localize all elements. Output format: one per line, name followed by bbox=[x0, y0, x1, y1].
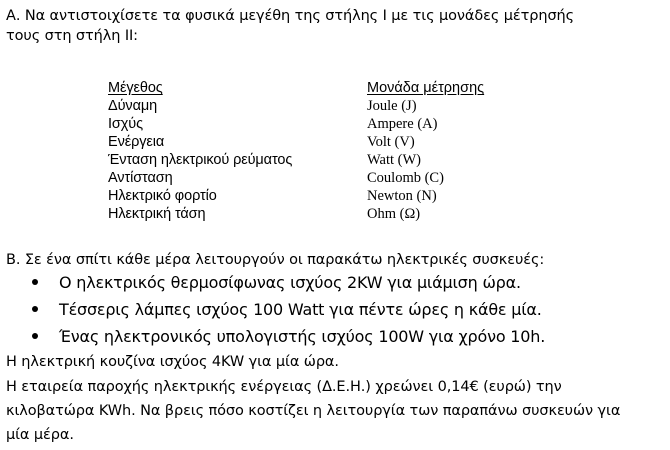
cost-line-3: μία μέρα. bbox=[6, 427, 74, 443]
unit-item: Coulomb (C) bbox=[367, 170, 444, 186]
bullet-item bbox=[30, 324, 545, 350]
quantity-item: Ηλεκτρική τάση bbox=[108, 206, 206, 222]
unit-item: Newton (N) bbox=[367, 188, 437, 204]
part-b-intro: Β. Σε ένα σπίτι κάθε μέρα λειτουργούν οι παρακάτω ηλεκτρικές συσκευές: bbox=[6, 252, 545, 268]
unit-item: Ohm (Ω) bbox=[367, 206, 421, 222]
stove-line: Η ηλεκτρική κουζίνα ισχύος 4KW για μία ώρα. bbox=[6, 354, 339, 370]
cost-line-2: κιλοβατώρα KWh. Να βρεις πόσο κοστίζει η λειτουργία των παραπάνω συσκευών για bbox=[6, 403, 621, 419]
bullet-text: Ο ηλεκτρικός θερμοσίφωνας ισχύος 2KW για μιάμιση ώρα. bbox=[59, 273, 521, 292]
bullet-text: Ένας ηλεκτρονικός υπολογιστής ισχύος 100W για χρόνο 10h. bbox=[59, 327, 546, 346]
quantities-column bbox=[108, 79, 292, 223]
bullet-icon bbox=[32, 333, 38, 339]
cost-line-1: Η εταιρεία παροχής ηλεκτρικής ενέργειας (Δ.Ε.Η.) χρεώνει 0,14€ (ευρώ) την bbox=[6, 379, 562, 395]
quantity-item: Δύναμη bbox=[108, 98, 158, 114]
unit-item: Joule (J) bbox=[367, 98, 417, 114]
bullet-item bbox=[30, 270, 521, 296]
bullet-item bbox=[30, 297, 542, 323]
quantity-item: Ενέργεια bbox=[108, 134, 165, 150]
bullet-icon bbox=[32, 279, 38, 285]
bullet-icon bbox=[32, 306, 38, 312]
units-column bbox=[367, 79, 484, 223]
quantity-item: Ηλεκτρικό φορτίο bbox=[108, 188, 217, 204]
part-a-instruction-line2: τους στη στήλη ΙΙ: bbox=[6, 28, 138, 44]
quantities-header: Μέγεθος bbox=[108, 80, 163, 96]
unit-item: Watt (W) bbox=[367, 152, 421, 168]
unit-item: Ampere (A) bbox=[367, 116, 438, 132]
units-header: Μονάδα μέτρησης bbox=[367, 80, 485, 96]
quantity-item: Ισχύς bbox=[108, 116, 144, 132]
matching-table bbox=[108, 79, 508, 229]
part-a-instruction-line1: Α. Να αντιστοιχίσετε τα φυσικά μεγέθη της στήλης Ι με τις μονάδες μέτρησής bbox=[6, 8, 575, 24]
quantity-item: Ένταση ηλεκτρικού ρεύματος bbox=[108, 152, 293, 168]
quantity-item: Αντίσταση bbox=[108, 170, 173, 186]
bullet-text: Τέσσερις λάμπες ισχύος 100 Watt για πέντε ώρες η κάθε μία. bbox=[59, 300, 542, 319]
unit-item: Volt (V) bbox=[367, 134, 415, 150]
